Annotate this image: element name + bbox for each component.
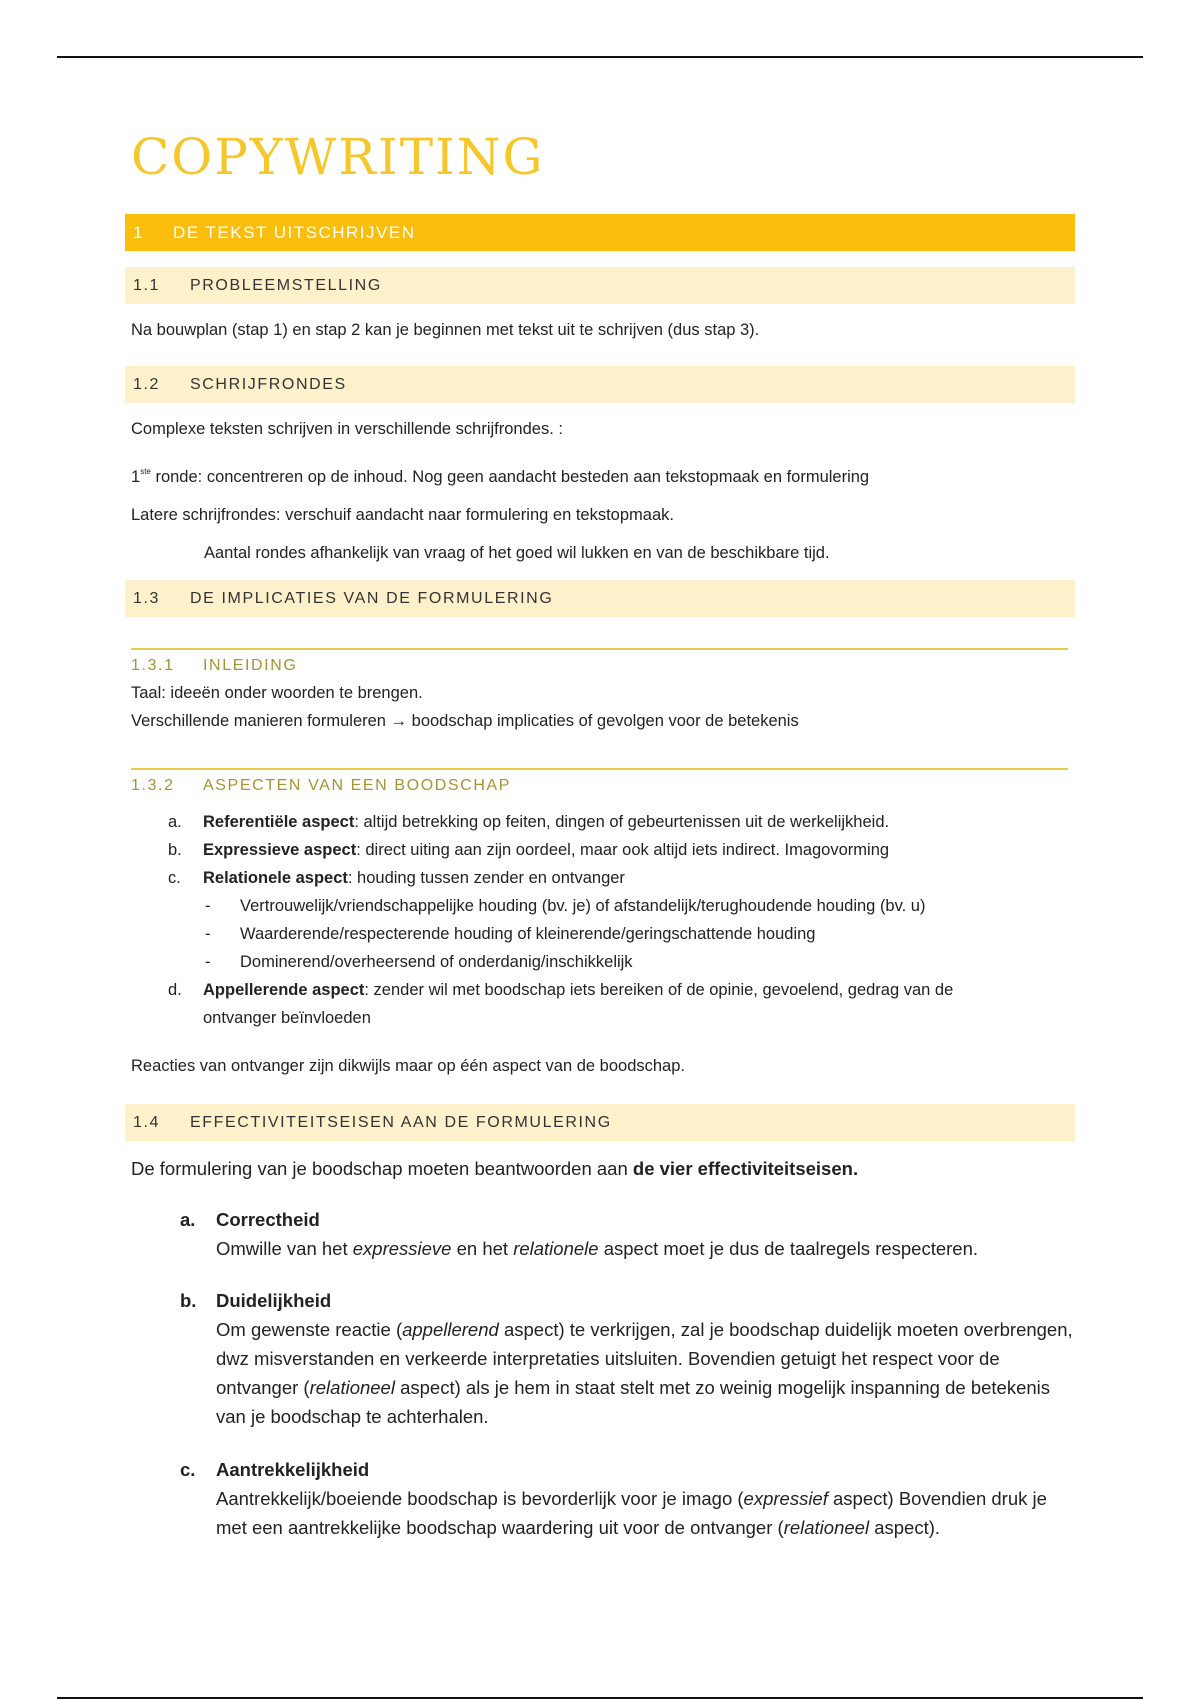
sub-list-text: Waarderende/respecterende houding of kleinerende/geringschattende houding bbox=[240, 925, 816, 943]
paragraph-effectiviteit-intro bbox=[131, 1158, 858, 1180]
heading-title: INLEIDING bbox=[203, 657, 298, 674]
requirement-text bbox=[216, 1315, 1080, 1431]
requirement-heading: Correctheid bbox=[216, 1209, 320, 1230]
requirement-correctheid bbox=[180, 1205, 1080, 1263]
paragraph-first-round bbox=[131, 468, 869, 487]
heading-1-1 bbox=[125, 267, 1075, 304]
text-run: Om gewenste reactie ( bbox=[216, 1319, 403, 1340]
heading-1-4 bbox=[125, 1104, 1075, 1141]
intro-bold: de vier effectiviteitseisen. bbox=[632, 1158, 859, 1179]
sub-list-item bbox=[205, 953, 633, 972]
heading-1-number: 1 bbox=[133, 222, 144, 242]
sub-list-label: - bbox=[205, 897, 211, 915]
heading-title: ASPECTEN VAN EEN BOODSCHAP bbox=[203, 777, 512, 794]
requirement-heading: Aantrekkelijkheid bbox=[216, 1459, 370, 1480]
document-title: COPYWRITING bbox=[131, 128, 545, 186]
heading-number: 1.2 bbox=[133, 375, 161, 393]
list-text: : zender wil met boodschap iets bereiken of de opinie, gevoelend, gedrag van de bbox=[364, 981, 954, 999]
first-round-text: ronde: concentreren op de inhoud. Nog geen aandacht besteden aan tekstopmaak en formulering bbox=[150, 468, 870, 486]
list-text: : altijd betrekking op feiten, dingen of gebeurtenissen uit de werkelijkheid. bbox=[354, 813, 890, 831]
heading-1-3-2 bbox=[131, 768, 1068, 795]
sub-list-text: Dominerend/overheersend of onderdanig/inschikkelijk bbox=[240, 953, 633, 971]
paragraph-probleemstelling: Na bouwplan (stap 1) en stap 2 kan je beginnen met tekst uit te schrijven (dus stap 3). bbox=[131, 321, 760, 339]
top-rule bbox=[57, 56, 1143, 58]
list-label: d. bbox=[168, 981, 182, 999]
heading-title: PROBLEEMSTELLING bbox=[190, 276, 382, 294]
italic-run: expressieve bbox=[352, 1238, 452, 1259]
heading-title: SCHRIJFRONDES bbox=[190, 375, 347, 393]
bottom-rule bbox=[57, 1697, 1143, 1699]
sub-list-label: - bbox=[205, 925, 211, 943]
heading-title: DE IMPLICATIES VAN DE FORMULERING bbox=[190, 589, 554, 607]
paragraph-reacties: Reacties van ontvanger zijn dikwijls maar op één aspect van de boodschap. bbox=[131, 1057, 685, 1075]
text-run: Aantrekkelijk/boeiende boodschap is bevorderlijk voor je imago ( bbox=[216, 1488, 744, 1509]
text-run: Omwille van het bbox=[216, 1238, 353, 1259]
list-label: b. bbox=[168, 841, 182, 859]
text-run: aspect) te verkrijgen, zal je boodschap duidelijk moeten overbrengen, dwz misverstanden en verkeerde interpretaties uitsluiten. Bovendien getuigt het respect voor de ontvanger ( bbox=[216, 1319, 1073, 1398]
requirement-text bbox=[216, 1234, 1080, 1263]
italic-run: expressief bbox=[743, 1488, 828, 1509]
heading-1-2 bbox=[125, 366, 1075, 403]
heading-1 bbox=[125, 214, 1075, 251]
list-item-continuation: ontvanger beïnvloeden bbox=[203, 1009, 371, 1027]
list-label: a. bbox=[168, 813, 182, 831]
list-item bbox=[168, 869, 625, 888]
list-label: c. bbox=[168, 869, 181, 887]
requirement-text bbox=[216, 1484, 1080, 1542]
paragraph-schrijfrondes-intro: Complexe teksten schrijven in verschillende schrijfrondes. : bbox=[131, 420, 563, 438]
text-run: aspect moet je dus de taalregels respecteren. bbox=[598, 1238, 979, 1259]
heading-number: 1.3.1 bbox=[131, 657, 175, 674]
paragraph-later-rounds: Latere schrijfrondes: verschuif aandacht naar formulering en tekstopmaak. bbox=[131, 506, 674, 524]
heading-number: 1.1 bbox=[133, 276, 161, 294]
requirement-label: c. bbox=[180, 1459, 196, 1480]
heading-number: 1.3.2 bbox=[131, 777, 175, 794]
first-round-number: 1 bbox=[131, 468, 141, 486]
sub-list-item bbox=[205, 897, 925, 916]
list-term: Appellerende aspect bbox=[203, 981, 365, 999]
list-term: Expressieve aspect bbox=[203, 841, 357, 859]
paragraph-round-count: Aantal rondes afhankelijk van vraag of het goed wil lukken en van de beschikbare tijd. bbox=[204, 544, 830, 562]
text-run: aspect). bbox=[869, 1517, 941, 1538]
heading-1-title: DE TEKST UITSCHRIJVEN bbox=[173, 222, 416, 242]
heading-number: 1.3 bbox=[133, 589, 161, 607]
list-term: Relationele aspect bbox=[203, 869, 348, 887]
sub-list-text: Vertrouwelijk/vriendschappelijke houding (bv. je) of afstandelijk/terughoudende houding (bv. u) bbox=[240, 897, 926, 915]
sub-list-item bbox=[205, 925, 815, 944]
heading-number: 1.4 bbox=[133, 1113, 161, 1131]
requirement-aantrekkelijkheid bbox=[180, 1455, 1080, 1542]
heading-1-3 bbox=[125, 580, 1075, 617]
intro-text: De formulering van je boodschap moeten beantwoorden aan bbox=[131, 1158, 633, 1179]
requirement-label: a. bbox=[180, 1209, 196, 1230]
italic-run: relationele bbox=[513, 1238, 599, 1259]
list-item bbox=[168, 841, 889, 860]
heading-title: EFFECTIVITEITSEISEN AAN DE FORMULERING bbox=[190, 1113, 612, 1131]
requirement-duidelijkheid bbox=[180, 1286, 1080, 1431]
list-item bbox=[168, 813, 889, 832]
paragraph-inleiding-2: Verschillende manieren formuleren → boodschap implicaties of gevolgen voor de betekenis bbox=[131, 712, 799, 730]
requirement-heading: Duidelijkheid bbox=[216, 1290, 332, 1311]
first-round-suffix: ste bbox=[140, 467, 151, 476]
list-text: : direct uiting aan zijn oordeel, maar ook altijd iets indirect. Imagovorming bbox=[356, 841, 890, 859]
heading-1-3-1 bbox=[131, 648, 1068, 675]
requirement-label: b. bbox=[180, 1290, 197, 1311]
italic-run: relationeel bbox=[783, 1517, 870, 1538]
paragraph-inleiding-1: Taal: ideeën onder woorden te brengen. bbox=[131, 684, 423, 702]
list-item bbox=[168, 981, 953, 1000]
italic-run: appellerend bbox=[402, 1319, 499, 1340]
list-term: Referentiële aspect bbox=[203, 813, 355, 831]
sub-list-label: - bbox=[205, 953, 211, 971]
text-run: aspect) als je hem in staat stelt met zo weinig mogelijk inspanning de betekenis van je boodschap te achterhalen. bbox=[216, 1377, 1051, 1427]
list-text: : houding tussen zender en ontvanger bbox=[347, 869, 625, 887]
text-run: en het bbox=[451, 1238, 514, 1259]
italic-run: relationeel bbox=[309, 1377, 395, 1398]
text-run: aspect) Bovendien druk je met een aantrekkelijke boodschap waardering uit voor de ontvanger ( bbox=[216, 1488, 1047, 1538]
